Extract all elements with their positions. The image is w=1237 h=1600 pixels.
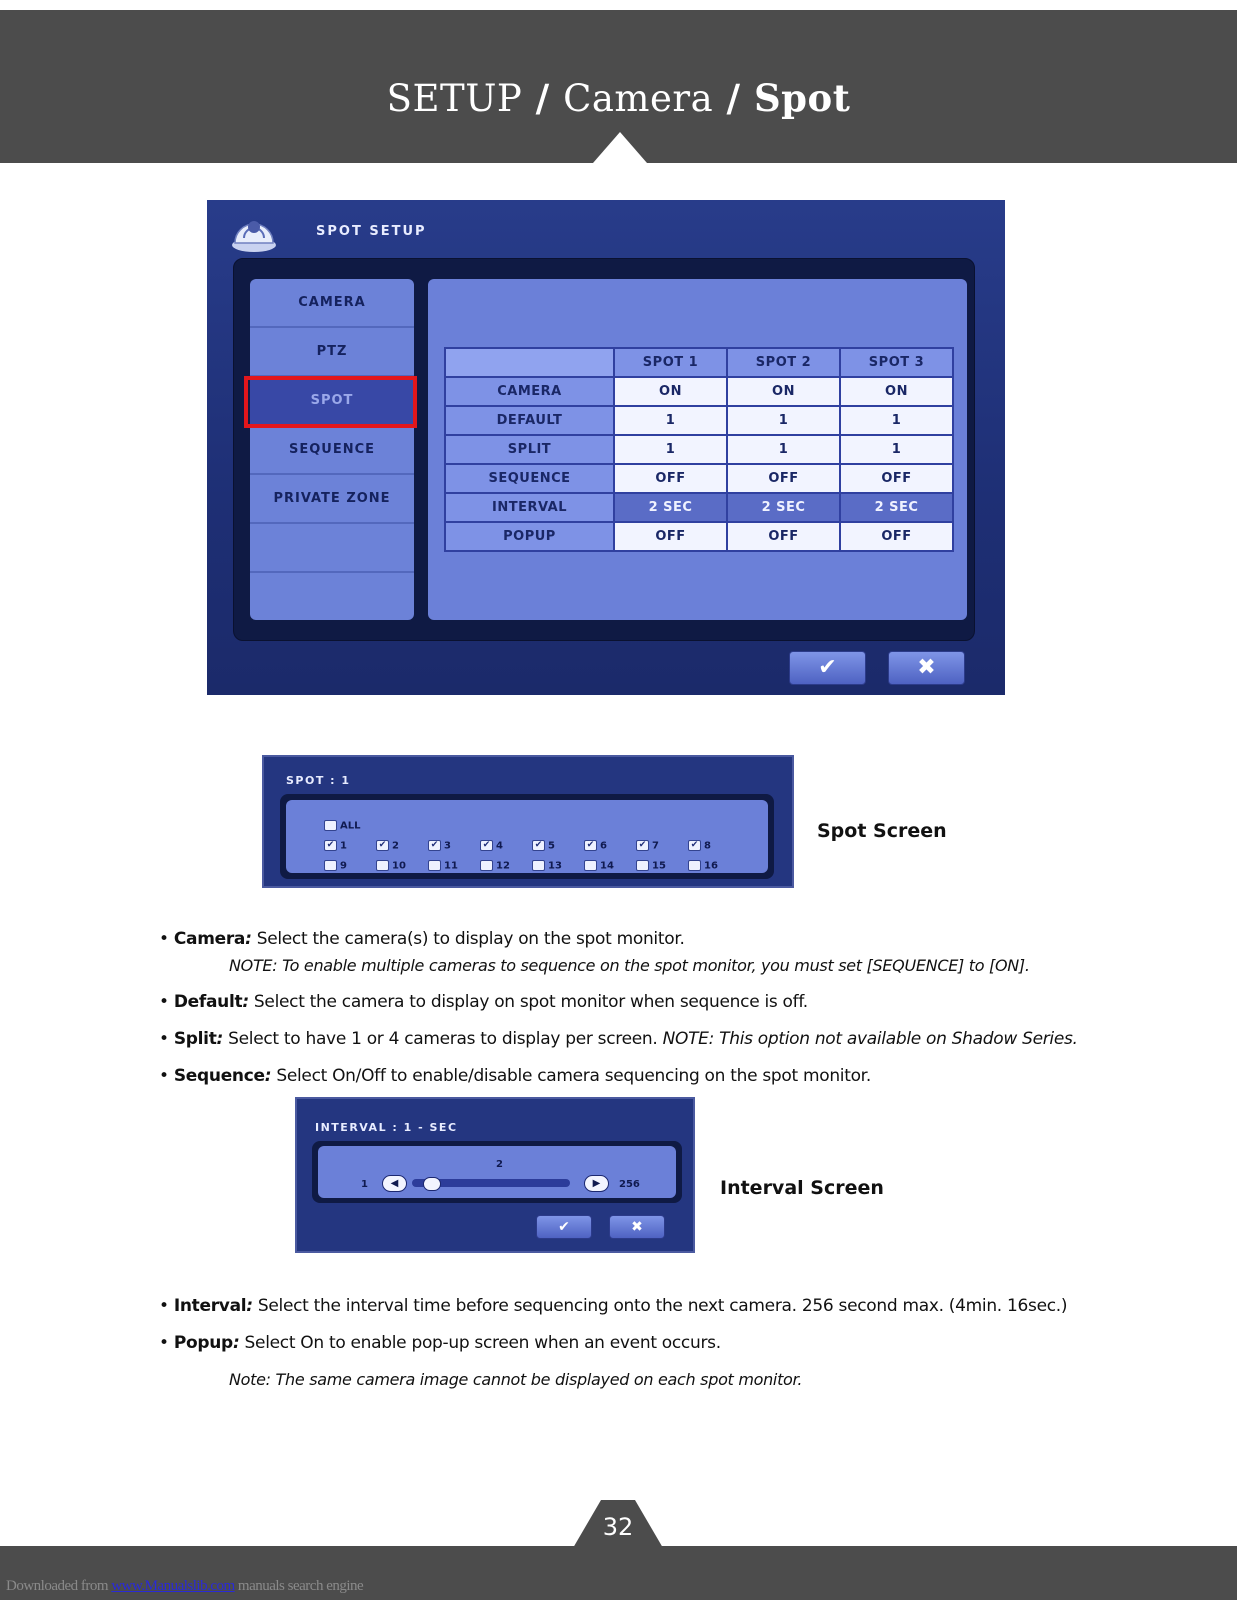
interval-slider-thumb[interactable] <box>423 1177 441 1191</box>
table-cell[interactable]: 1 <box>614 435 727 464</box>
screen-title: SPOT SETUP <box>316 224 427 239</box>
checkbox-label: 15 <box>652 860 666 872</box>
arrow-left-icon: ◀ <box>390 1178 399 1189</box>
table-cell[interactable]: 1 <box>727 435 840 464</box>
watermark: Downloaded from www.Manualslib.com manuals search engine <box>6 1578 364 1594</box>
checkbox-label: 12 <box>496 860 510 872</box>
table-cell[interactable]: OFF <box>727 522 840 551</box>
menu-item-sequence[interactable]: SEQUENCE <box>250 426 414 475</box>
checkbox-icon <box>376 860 389 871</box>
menu-item-camera[interactable]: CAMERA <box>250 279 414 328</box>
menu-item-empty <box>250 524 414 573</box>
interval-increase-button[interactable] <box>584 1175 609 1192</box>
checkbox-icon <box>636 860 649 871</box>
checkbox-icon <box>324 860 337 871</box>
checkbox-label: 3 <box>444 840 451 852</box>
table-cell[interactable]: 1 <box>840 406 953 435</box>
table-cell[interactable]: 1 <box>727 406 840 435</box>
camera-checkbox[interactable] <box>376 860 406 872</box>
spot-screen-caption: Spot Screen <box>817 820 947 842</box>
column-header: SPOT 3 <box>840 348 953 377</box>
table-cell[interactable]: OFF <box>840 522 953 551</box>
header-notch <box>593 132 647 163</box>
row-label: SPLIT <box>445 435 614 464</box>
table-cell[interactable]: OFF <box>840 464 953 493</box>
note-final: Note: The same camera image cannot be displayed on each spot monitor. <box>229 1370 803 1389</box>
camera-checkbox[interactable] <box>324 840 347 852</box>
close-icon: ✖ <box>631 1219 643 1235</box>
table-cell[interactable]: 2 SEC <box>614 493 727 522</box>
menu-item-spot[interactable]: SPOT <box>250 377 414 426</box>
bullet-sequence: • Sequence: Select On/Off to enable/disable camera sequencing on the spot monitor. <box>159 1066 871 1086</box>
table-header-row <box>445 348 953 377</box>
interval-screen-title: INTERVAL : 1 - SEC <box>315 1121 458 1134</box>
checkbox-checked-icon: ✔ <box>480 840 493 851</box>
table-row <box>445 377 953 406</box>
row-label: CAMERA <box>445 377 614 406</box>
checkbox-checked-icon: ✔ <box>532 840 545 851</box>
table-cell[interactable]: 2 SEC <box>727 493 840 522</box>
camera-checkbox[interactable] <box>688 840 711 852</box>
camera-checkbox[interactable] <box>324 860 347 872</box>
note-camera: NOTE: To enable multiple cameras to sequence on the spot monitor, you must set [SEQUENCE] to [ON]. <box>229 956 1030 975</box>
table-row <box>445 435 953 464</box>
checkbox-label: 11 <box>444 860 458 872</box>
menu-item-ptz[interactable]: PTZ <box>250 328 414 377</box>
row-label: INTERVAL <box>445 493 614 522</box>
bullet-interval: • Interval: Select the interval time before sequencing onto the next camera. 256 second max. (4min. 16sec.) <box>159 1296 1068 1316</box>
camera-checkbox[interactable] <box>636 860 666 872</box>
checkbox-all[interactable]: ALL <box>324 820 360 832</box>
page-number: 32 <box>602 1513 634 1541</box>
close-icon: ✖ <box>917 655 936 680</box>
ok-button[interactable] <box>789 651 866 685</box>
row-label: POPUP <box>445 522 614 551</box>
table-cell[interactable]: OFF <box>727 464 840 493</box>
checkbox-icon <box>688 860 701 871</box>
checkbox-label: 6 <box>600 840 607 852</box>
camera-checkbox[interactable] <box>428 860 458 872</box>
table-cell[interactable]: OFF <box>614 522 727 551</box>
table-cell[interactable]: ON <box>614 377 727 406</box>
checkbox-checked-icon: ✔ <box>376 840 389 851</box>
checkbox-checked-icon: ✔ <box>636 840 649 851</box>
page-title: SETUP / Camera / Spot <box>386 76 851 120</box>
camera-checkbox[interactable] <box>584 840 607 852</box>
highlight-box <box>244 376 417 428</box>
checkbox-checked-icon: ✔ <box>428 840 441 851</box>
checkbox-label: 8 <box>704 840 711 852</box>
checkbox-icon <box>532 860 545 871</box>
camera-checkbox[interactable] <box>584 860 614 872</box>
menu-item-empty <box>250 573 414 620</box>
checkbox-label: 4 <box>496 840 503 852</box>
interval-panel <box>318 1146 676 1198</box>
spot-setup-screenshot <box>207 200 1005 695</box>
column-header: SPOT 1 <box>614 348 727 377</box>
table-row <box>445 406 953 435</box>
checkbox-label: 2 <box>392 840 399 852</box>
interval-max-label: 256 <box>619 1179 640 1190</box>
table-row <box>445 464 953 493</box>
row-label: SEQUENCE <box>445 464 614 493</box>
interval-screen-screenshot <box>295 1097 695 1253</box>
spot-screen-screenshot <box>262 755 794 888</box>
table-row <box>445 522 953 551</box>
camera-checkbox[interactable] <box>480 860 510 872</box>
arrow-right-icon: ▶ <box>592 1178 601 1189</box>
checkbox-label: 13 <box>548 860 562 872</box>
table-cell[interactable]: 1 <box>840 435 953 464</box>
table-cell[interactable]: 1 <box>614 406 727 435</box>
bullet-default: • Default: Select the camera to display on spot monitor when sequence is off. <box>159 992 808 1012</box>
bullet-popup: • Popup: Select On to enable pop-up screen when an event occurs. <box>159 1333 721 1353</box>
checkbox-label: 16 <box>704 860 718 872</box>
menu-item-private-zone[interactable]: PRIVATE ZONE <box>250 475 414 524</box>
bullet-split: • Split: Select to have 1 or 4 cameras to display per screen. NOTE: This option not available on Shadow Series. <box>159 1029 1078 1049</box>
camera-checkbox[interactable] <box>532 860 562 872</box>
checkbox-icon <box>480 860 493 871</box>
checkbox-checked-icon: ✔ <box>688 840 701 851</box>
table-cell[interactable]: ON <box>840 377 953 406</box>
spot-screen-title: SPOT : 1 <box>286 774 351 787</box>
table-cell[interactable]: 2 SEC <box>840 493 953 522</box>
checkbox-checked-icon: ✔ <box>584 840 597 851</box>
table-cell[interactable]: ON <box>727 377 840 406</box>
checkbox-label: 1 <box>340 840 347 852</box>
table-corner <box>445 348 614 377</box>
column-header: SPOT 2 <box>727 348 840 377</box>
camera-dome-icon <box>229 205 279 255</box>
camera-checkbox[interactable] <box>532 840 555 852</box>
camera-checkbox[interactable] <box>688 860 718 872</box>
checkbox-label: 10 <box>392 860 406 872</box>
interval-ok-button[interactable] <box>536 1215 592 1239</box>
checkmark-icon: ✔ <box>818 655 837 680</box>
checkbox-checked-icon: ✔ <box>324 840 337 851</box>
spot-settings-table <box>444 347 954 552</box>
interval-decrease-button[interactable] <box>382 1175 407 1192</box>
watermark-link[interactable]: www.Manualslib.com <box>111 1578 235 1594</box>
interval-screen-caption: Interval Screen <box>720 1177 884 1199</box>
table-cell[interactable]: OFF <box>614 464 727 493</box>
interval-min-label: 1 <box>361 1179 368 1190</box>
checkbox-label: 7 <box>652 840 659 852</box>
camera-checkbox[interactable] <box>480 840 503 852</box>
cancel-button[interactable] <box>888 651 965 685</box>
row-label: DEFAULT <box>445 406 614 435</box>
checkbox-label: 9 <box>340 860 347 872</box>
checkbox-label: 14 <box>600 860 614 872</box>
checkmark-icon: ✔ <box>558 1219 570 1235</box>
camera-checkbox[interactable] <box>636 840 659 852</box>
camera-checkbox[interactable] <box>376 840 399 852</box>
interval-current-value: 2 <box>496 1159 503 1170</box>
interval-cancel-button[interactable] <box>609 1215 665 1239</box>
bullet-camera: • Camera: Select the camera(s) to display on the spot monitor. <box>159 929 685 949</box>
checkbox-icon <box>324 820 337 831</box>
table-row <box>445 493 953 522</box>
checkbox-icon <box>584 860 597 871</box>
setup-menu <box>250 279 414 620</box>
checkbox-label: 5 <box>548 840 555 852</box>
checkbox-icon <box>428 860 441 871</box>
camera-checkbox[interactable] <box>428 840 451 852</box>
